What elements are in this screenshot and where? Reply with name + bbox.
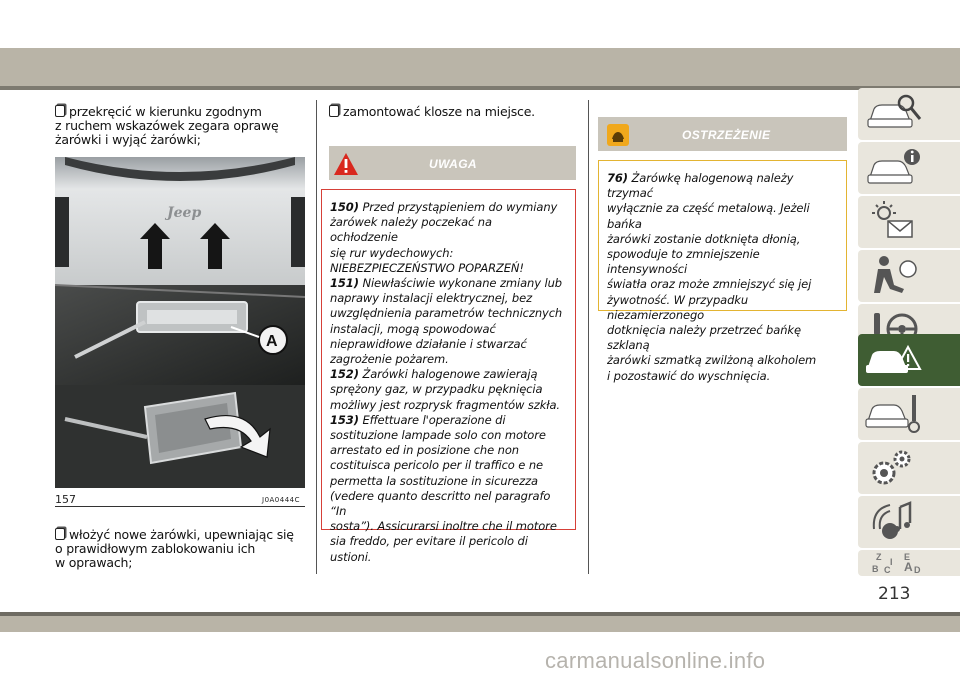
step-line: przekręcić w kierunku zgodnym — [69, 104, 262, 119]
caution-title: OSTRZEŻENIE — [682, 128, 771, 142]
warning-triangle-icon — [333, 152, 359, 176]
warning-banner — [329, 146, 576, 180]
note-153: 153) Effettuare l'operazione di sostituzione lampade solo con motore arrestato ed in posizione che non costituisca pericolo per il traffico e ne permetta la sostituzione in sicurezza (vedere quanto descritto nel paragrafo “In sosta”). Assicurarsi inoltre che il motore sia freddo, per evitare il pericolo di ustioni. — [330, 412, 557, 564]
svg-text:I: I — [890, 557, 893, 567]
step-line: zamontować klosze na miejsce. — [343, 104, 535, 119]
caution-banner — [598, 117, 847, 151]
header-rule — [0, 86, 960, 90]
step-rotate — [55, 105, 279, 147]
step-mount — [329, 105, 535, 119]
checkbox-icon — [55, 528, 65, 540]
header-band — [0, 48, 960, 86]
tab-car-search[interactable] — [858, 88, 960, 140]
jeep-badge: Jeep — [167, 205, 202, 221]
step-line: o prawidłowym zablokowaniu ich — [55, 541, 256, 556]
note-152: 152) Żarówki halogenowe zawierają sprężony gaz, w przypadku pęknięcia możliwy jest rozprysk fragmentów szkła. — [330, 367, 560, 412]
tab-gears[interactable] — [858, 442, 960, 494]
figure-rule — [55, 506, 305, 507]
lights-mail-icon — [864, 199, 924, 245]
svg-text:Z: Z — [876, 552, 882, 562]
svg-text:C: C — [884, 565, 891, 575]
gears-icon — [864, 445, 924, 491]
svg-text:E: E — [904, 552, 911, 562]
index-letters-icon — [864, 551, 924, 575]
callout-a: A — [266, 333, 278, 350]
column-divider — [588, 100, 589, 574]
car-service-icon — [864, 391, 924, 437]
note-151: 151) Niewłaściwie wykonane zmiany lub naprawy instalacji elektrycznej, bez uwzględnienia parametrów technicznych instalacji, mogą spowodować nieprawidłowe działanie i stwarzać zagrożenie pożarem. — [330, 276, 563, 367]
step-line: żarówki i wyjąć żarówki; — [55, 132, 201, 147]
warning-box — [321, 189, 576, 564]
car-search-icon — [864, 91, 924, 137]
tab-car-service[interactable] — [858, 388, 960, 440]
car-info-icon — [864, 145, 924, 191]
figure-photo — [55, 157, 305, 488]
step-insert — [55, 528, 294, 570]
caution-lamp-icon — [606, 123, 630, 147]
note-150: 150) Przed przystąpieniem do wymiany żarówek należy poczekać na ochłodzenie się rur wydechowych: NIEBEZPIECZEŃSTWO POPARZEŃ! — [330, 200, 558, 275]
note-76: 76) Żarówkę halogenową należy trzymać wyłącznie za część metalową. Jeżeli bańka żarówki zostanie dotknięta dłonią, spowoduje to zmniejszenie intensywności światła oraz może zmniejszyć się jej żywotność. W przypadku niezamierzonego dotknięcia należy przetrzeć bańkę szklaną żarówki szmatką zwilżoną alkoholem i pozostawić do wyschnięcia. — [607, 171, 817, 383]
figure-number: 157 — [55, 493, 76, 506]
watermark: carmanualsonline.info — [545, 648, 766, 673]
tab-car-info[interactable] — [858, 142, 960, 194]
tab-lights-mail[interactable] — [858, 196, 960, 248]
safety-airbag-icon — [864, 253, 924, 299]
checkbox-icon — [55, 105, 65, 117]
caution-box — [598, 160, 847, 383]
figure-code: J0A0444C — [262, 496, 301, 504]
multimedia-icon — [864, 499, 924, 545]
warning-title: UWAGA — [429, 157, 477, 171]
footer-band — [0, 616, 960, 632]
step-line: w oprawach; — [55, 555, 133, 570]
step-line: włożyć nowe żarówki, upewniając się — [69, 527, 294, 542]
column-divider — [316, 100, 317, 574]
svg-text:D: D — [914, 565, 921, 575]
checkbox-icon — [329, 105, 339, 117]
tab-index[interactable] — [858, 550, 960, 576]
emergency-car-icon — [864, 337, 924, 383]
step-line: z ruchem wskazówek zegara oprawę — [55, 118, 279, 133]
tab-multimedia[interactable] — [858, 496, 960, 548]
tab-emergency[interactable] — [858, 334, 960, 386]
svg-text:B: B — [872, 564, 879, 574]
svg-text:A: A — [904, 560, 913, 574]
page-number: 213 — [878, 584, 911, 604]
tab-safety[interactable] — [858, 250, 960, 302]
